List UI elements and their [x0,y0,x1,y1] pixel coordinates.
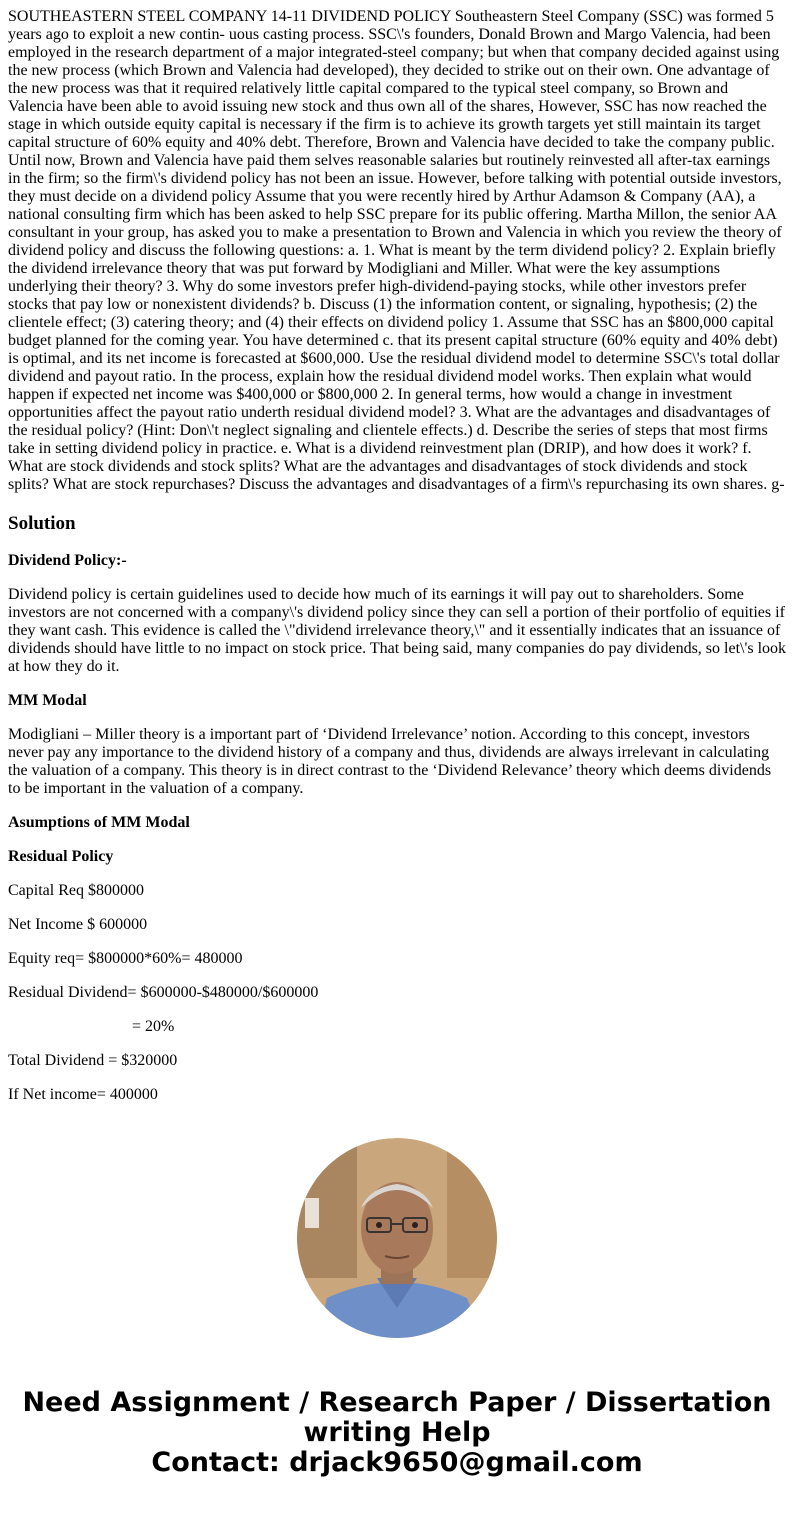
dividend-policy-heading: Dividend Policy:- [8,552,127,569]
contact-banner [8,1388,786,1478]
banner-contact-email: Contact: drjack9650@gmail.com [151,1447,643,1478]
avatar-portrait [297,1138,497,1338]
question-text: SOUTHEASTERN STEEL COMPANY 14-11 DIVIDEND POLICY Southeastern Steel Company (SSC) was formed 5 years ago to exploit a new contin- uous casting process. SSC\'s founders, Donald Brown and Margo Valencia, had been employed in the research department of a major integrated-steel company; but when that company decided against using the new process (which Brown and Valencia had developed), they decided to strike out on their own. One advantage of the new process was that it required relatively little capital compared to the typical steel company, so Brown and Valencia have been able to avoid issuing new stock and thus own all of the shares, However, SSC has now reached the stage in which outside equity capital is necessary if the firm is to achieve its growth targets yet still maintain its target capital structure of 60% equity and 40% debt. Therefore, Brown and Valencia have decided to take the company public. Until now, Brown and Valencia have paid them selves reasonable salaries but routinely reinvested all after-tax earnings in the firm; so the firm\'s dividend policy has not been an issue. However, before talking with potential outside investors, they must decide on a dividend policy Assume that you were recently hired by Arthur Adamson & Company (AA), a national consulting firm which has been asked to help SSC prepare for its public offering. Martha Millon, the senior AA consultant in your group, has asked you to make a presentation to Brown and Valencia in which you review the theory of dividend policy and discuss the following questions: a. 1. What is meant by the term dividend policy? 2. Explain briefly the dividend irrelevance theory that was put forward by Modigliani and Miller. What were the key assumptions underlying their theory? 3. Why do some investors prefer high-dividend-paying stocks, while other investors prefer stocks that pay low or nonexistent dividends? b. Discuss (1) the information content, or signaling, hypothesis; (2) the clientele effect; (3) catering theory; and (4) their effects on dividend policy 1. Assume that SSC has an $800,000 capital budget planned for the coming year. You have determined c. that its present capital structure (60% equity and 40% debt) is optimal, and its net income is forecasted at $600,000. Use the residual dividend model to determine SSC\'s total dollar dividend and payout ratio. In the process, explain how the residual dividend model works. Then explain what would happen if expected net income was $400,000 or $800,000 2. In general terms, how would a change in investment opportunities affect the payout ratio underth residual dividend model? 3. What are the advantages and disadvantages of the residual policy? (Hint: Don\'t neglect signaling and clientele effects.) d. Describe the series of steps that most firms take in setting dividend policy in practice. e. What is a dividend reinvestment plan (DRIP), and how does it work? f. What are stock dividends and stock splits? What are the advantages and disadvantages of stock dividends and stock splits? What are stock repurchases? Discuss the advantages and disadvantages of a firm\'s repurchasing its own shares. g- [8,8,785,493]
mm-modal-text: Modigliani – Miller theory is a important part of ‘Dividend Irrelevance’ notion. According to this concept, investors never pay any importance to the dividend history of a company and thus, dividends are always irrelevant in calculating the valuation of a company. This theory is in direct contrast to the ‘Dividend Relevance’ theory which deems dividends to be important in the valuation of a company. [8,726,772,797]
banner-line-1: Need Assignment / Research Paper / Dissertation [22,1387,772,1418]
residual-policy-heading: Residual Policy [8,848,114,865]
equity-req-line: Equity req= $800000*60%= 480000 [8,950,243,967]
payout-ratio-line: = 20% [132,1018,175,1035]
total-dividend-line: Total Dividend = $320000 [8,1052,178,1069]
avatar-container [8,1138,786,1338]
assumptions-heading: Asumptions of MM Modal [8,814,190,831]
net-income-line: Net Income $ 600000 [8,916,148,933]
solution-heading: Solution [8,513,76,534]
banner-line-2: writing Help [303,1417,491,1448]
capital-req-line: Capital Req $800000 [8,882,144,899]
residual-dividend-line: Residual Dividend= $600000-$480000/$600000 [8,984,319,1001]
dividend-policy-text: Dividend policy is certain guidelines used to decide how much of its earnings it will pay out to shareholders. Some investors are not concerned with a company\'s dividend policy since they can sell a portion of their portfolio of equities if they want cash. This evidence is called the \"dividend irrelevance theory,\" and it essentially indicates that an issuance of dividends should have little to no impact on stock price. That being said, many companies do pay dividends, so let\'s look at how they do it. [8,586,787,675]
mm-modal-heading: MM Modal [8,692,87,709]
avatar [297,1138,497,1338]
if-net-income-line: If Net income= 400000 [8,1086,158,1103]
